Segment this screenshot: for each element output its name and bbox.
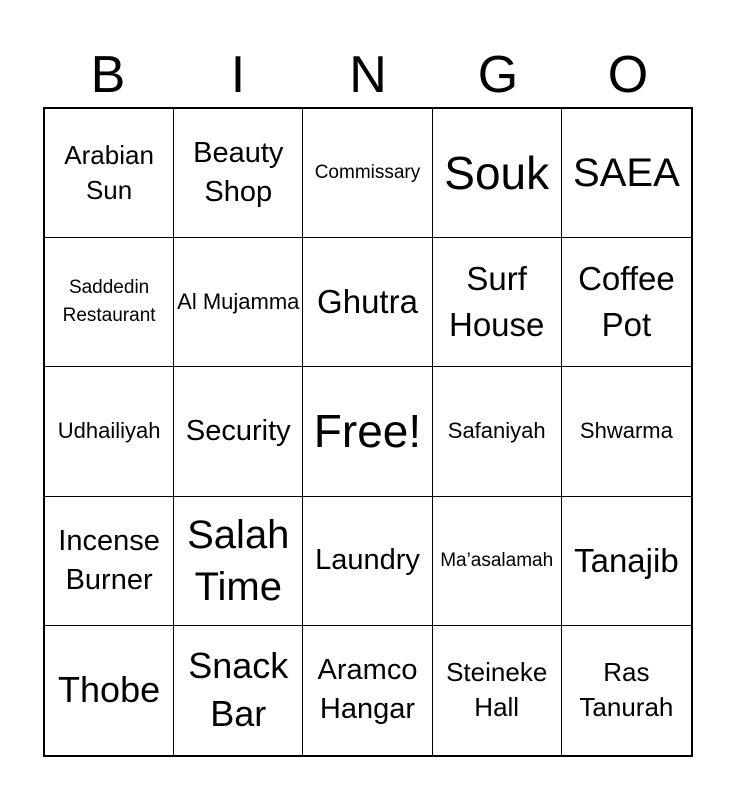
cell-text: Security <box>185 414 291 447</box>
cell-text: Ghutra <box>317 283 418 321</box>
cell-text: Laundry <box>315 544 420 577</box>
header-letter-o: O <box>607 46 649 104</box>
cell-text: Incense Burner <box>58 524 160 596</box>
bingo-cell-r5c1[interactable] <box>45 626 174 755</box>
cell-text: Thobe <box>58 669 161 711</box>
bingo-cell-r3c1[interactable] <box>45 367 174 496</box>
header-letter-i: I <box>230 46 246 104</box>
cell-text: Tanajib <box>574 541 679 579</box>
cell-text: Commissary <box>314 162 421 184</box>
cell-text: Surf House <box>449 260 545 344</box>
cell-text: Steineke Hall <box>446 657 548 723</box>
bingo-cell-r2c3[interactable] <box>303 238 432 367</box>
cell-text: Souk <box>444 147 550 200</box>
bingo-cell-r3c4[interactable] <box>433 367 562 496</box>
bingo-cell-r2c5[interactable] <box>562 238 691 367</box>
bingo-cell-r3c5[interactable] <box>562 367 691 496</box>
bingo-cell-r4c3[interactable] <box>303 497 432 626</box>
bingo-cell-r4c4[interactable] <box>433 497 562 626</box>
bingo-cell-r2c2[interactable] <box>174 238 303 367</box>
cell-text: Udhailiyah <box>57 418 161 444</box>
cell-text: Ma’asalamah <box>440 549 554 571</box>
cell-text: SAEA <box>573 151 680 196</box>
bingo-cell-r1c1[interactable] <box>45 109 174 238</box>
bingo-cell-r2c4[interactable] <box>433 238 562 367</box>
bingo-cell-r1c2[interactable] <box>174 109 303 238</box>
cell-text: Salah Time <box>187 512 290 609</box>
bingo-cell-r5c5[interactable] <box>562 626 691 755</box>
bingo-cell-r5c2[interactable] <box>174 626 303 755</box>
cell-text: Al Mujamma <box>177 289 300 315</box>
bingo-cell-r1c5[interactable] <box>562 109 691 238</box>
header-letter-b: B <box>90 46 126 104</box>
bingo-board <box>43 107 693 757</box>
bingo-cell-r2c1[interactable] <box>45 238 174 367</box>
cell-text: Saddedin Restaurant <box>62 277 156 327</box>
cell-text: Safaniyah <box>447 418 546 444</box>
cell-text: Shwarma <box>579 418 673 444</box>
bingo-cell-r4c2[interactable] <box>174 497 303 626</box>
cell-text: Arabian Sun <box>64 140 154 206</box>
bingo-cell-r5c4[interactable] <box>433 626 562 755</box>
bingo-cell-r4c1[interactable] <box>45 497 174 626</box>
bingo-cell-r3c2[interactable] <box>174 367 303 496</box>
cell-text: Beauty Shop <box>193 137 284 209</box>
bingo-header <box>43 44 693 106</box>
header-letter-n: N <box>349 46 387 104</box>
cell-text: Aramco Hangar <box>317 654 418 726</box>
cell-text: Free! <box>313 405 422 458</box>
bingo-cell-r4c5[interactable] <box>562 497 691 626</box>
cell-text: Coffee Pot <box>578 260 675 344</box>
bingo-cell-r1c4[interactable] <box>433 109 562 238</box>
bingo-cell-r3c3[interactable] <box>303 367 432 496</box>
cell-text: Snack Bar <box>188 645 289 735</box>
cell-text: Ras Tanurah <box>579 657 674 723</box>
header-letter-g: G <box>477 46 519 104</box>
bingo-cell-r1c3[interactable] <box>303 109 432 238</box>
bingo-cell-r5c3[interactable] <box>303 626 432 755</box>
